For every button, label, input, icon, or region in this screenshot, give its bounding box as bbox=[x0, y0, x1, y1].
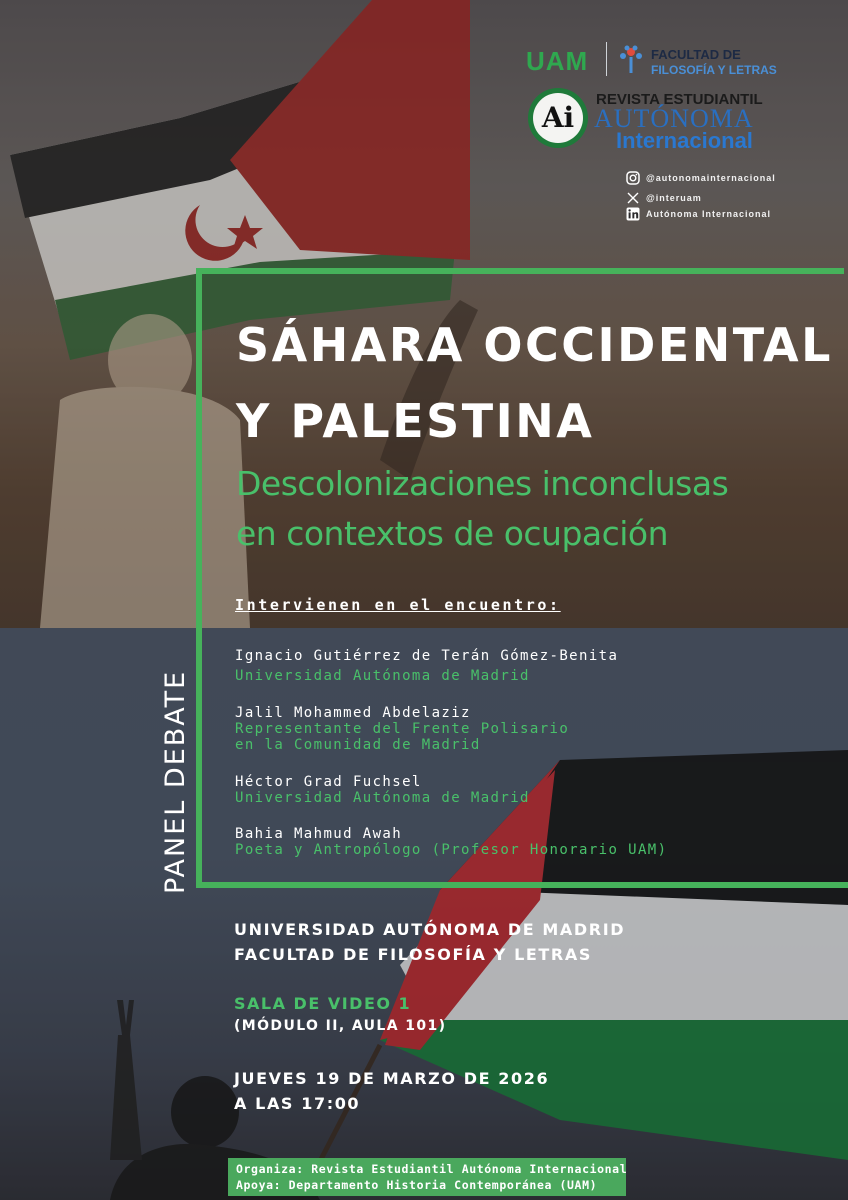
event-title-line2: Y PALESTINA bbox=[236, 394, 595, 448]
faculty-name-line1: FACULTAD DE bbox=[651, 47, 741, 62]
event-subtitle-line2: en contextos de ocupación bbox=[236, 514, 669, 553]
venue-room: SALA DE VIDEO 1 bbox=[234, 994, 412, 1013]
logo-divider bbox=[606, 42, 607, 76]
speaker-4-affiliation: Poeta y Antropólogo (Profesor Honorario UAM) bbox=[235, 842, 668, 858]
social-linkedin[interactable] bbox=[626, 207, 771, 221]
instagram-icon bbox=[626, 171, 640, 185]
venue-university: UNIVERSIDAD AUTÓNOMA DE MADRID bbox=[234, 920, 626, 939]
faculty-name-line2: FILOSOFÍA Y LETRAS bbox=[651, 63, 777, 77]
revista-label: REVISTA ESTUDIANTIL bbox=[596, 91, 763, 108]
event-time: A LAS 17:00 bbox=[234, 1094, 361, 1113]
linkedin-handle: Autónoma Internacional bbox=[646, 209, 772, 219]
speaker-1-name: Ignacio Gutiérrez de Terán Gómez-Benita bbox=[235, 648, 619, 664]
footer-organiza: Organiza: Revista Estudiantil Autónoma Internacional bbox=[236, 1162, 628, 1176]
x-handle: @interuam bbox=[646, 193, 702, 203]
faculty-tree-icon bbox=[616, 42, 646, 78]
speaker-3-name: Héctor Grad Fuchsel bbox=[235, 774, 422, 790]
social-x[interactable] bbox=[626, 191, 702, 205]
autonoma-wordmark: AUTÓNOMA bbox=[594, 104, 754, 133]
frame-top-border bbox=[196, 268, 844, 274]
social-instagram[interactable] bbox=[626, 171, 776, 185]
speaker-2-affiliation-line2: en la Comunidad de Madrid bbox=[235, 737, 481, 753]
frame-bottom-border bbox=[196, 882, 848, 888]
venue-faculty: FACULTAD DE FILOSOFÍA Y LETRAS bbox=[234, 945, 592, 964]
speaker-1-affiliation: Universidad Autónoma de Madrid bbox=[235, 668, 530, 684]
event-title-line1: SÁHARA OCCIDENTAL bbox=[236, 318, 833, 372]
speaker-3-affiliation: Universidad Autónoma de Madrid bbox=[235, 790, 530, 806]
speaker-4-name: Bahia Mahmud Awah bbox=[235, 826, 403, 842]
uam-logo: UAM bbox=[526, 46, 589, 76]
event-subtitle-line1: Descolonizaciones inconclusas bbox=[236, 464, 729, 503]
footer-apoya: Apoya: Departamento Historia Contemporánea (UAM) bbox=[236, 1178, 598, 1192]
speaker-2-name: Jalil Mohammed Abdelaziz bbox=[235, 705, 471, 721]
instagram-handle: @autonomainternacional bbox=[646, 173, 776, 183]
speakers-heading: Intervienen en el encuentro: bbox=[235, 596, 561, 614]
x-icon bbox=[626, 191, 640, 205]
frame-left-border bbox=[196, 268, 202, 888]
panel-debate-label: PANEL DEBATE bbox=[160, 669, 191, 894]
internacional-wordmark: Internacional bbox=[616, 128, 753, 153]
linkedin-icon bbox=[626, 207, 640, 221]
venue-room-detail: (MÓDULO II, AULA 101) bbox=[234, 1018, 447, 1034]
revista-emblem-letters: Ai bbox=[533, 93, 583, 143]
speaker-2-affiliation-line1: Representante del Frente Polisario bbox=[235, 721, 570, 737]
event-date: JUEVES 19 DE MARZO DE 2026 bbox=[234, 1069, 550, 1088]
